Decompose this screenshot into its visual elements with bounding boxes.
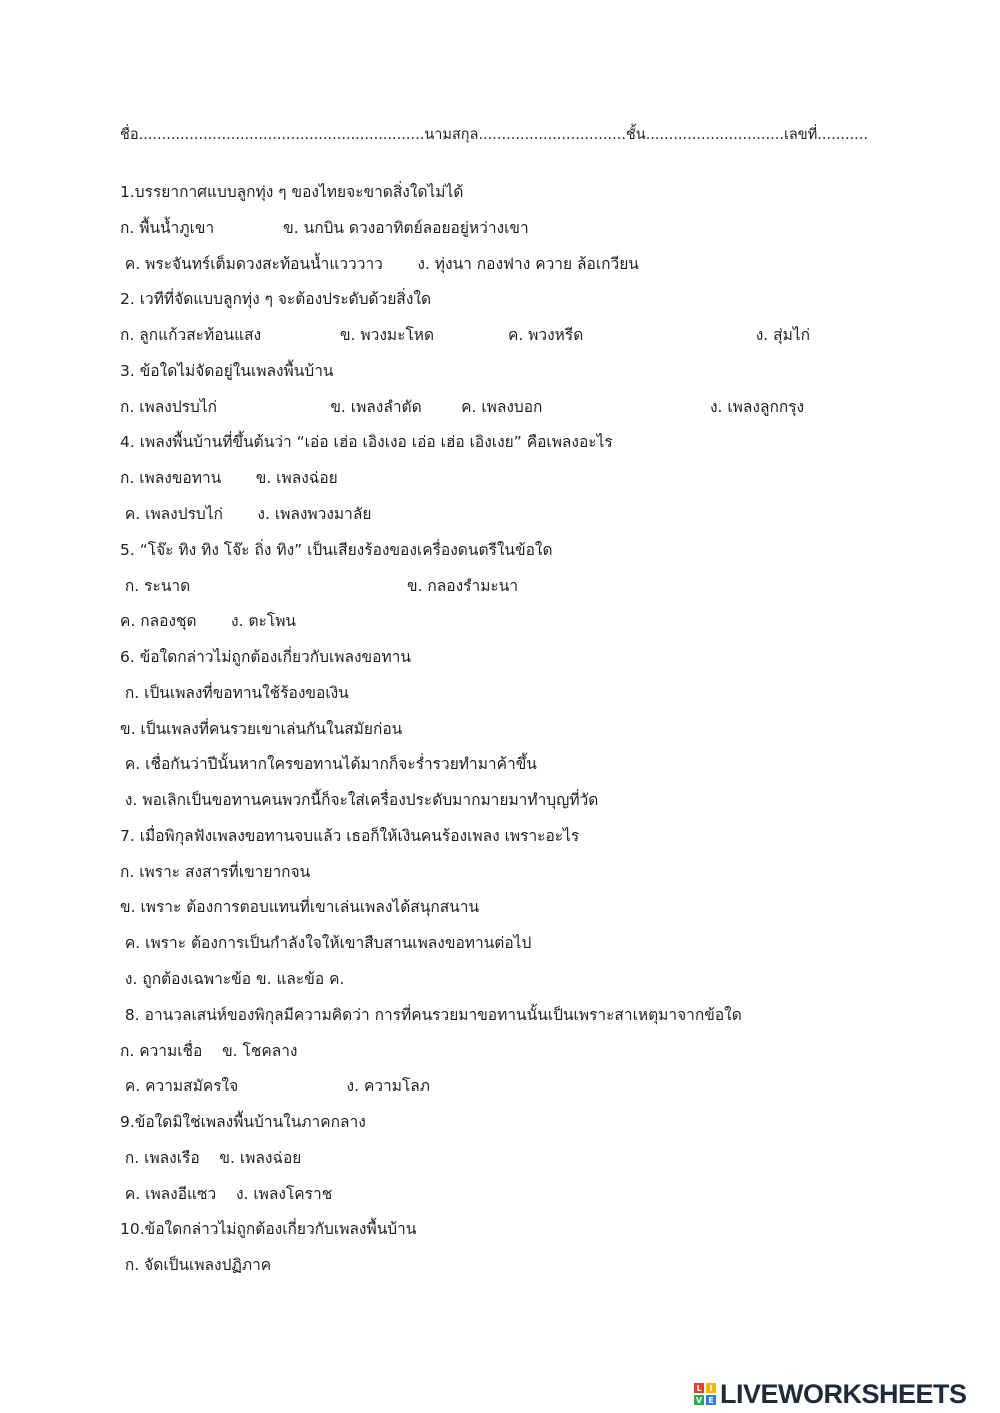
logo-tile-i: I xyxy=(706,1383,716,1393)
logo-tile-v: V xyxy=(695,1395,703,1405)
question-4: 4. เพลงพื้นบ้านที่ขึ้นต้นว่า “เอ่อ เฮ่อ เอิงเงอ เอ่อ เฮ่อ เอิงเงย” คือเพลงอะไร xyxy=(120,433,613,451)
q2-choices: ก. ลูกแก้วสะท้อนแสง ข. พวงมะโหด ค. พวงหรีด ง. สุ่มไก่ xyxy=(120,326,810,344)
question-10: 10.ข้อใดกล่าวไม่ถูกต้องเกี่ยวกับเพลงพื้นบ้าน xyxy=(120,1220,417,1238)
q7-choice-a: ก. เพราะ สงสารที่เขายากจน xyxy=(120,863,311,881)
q10-choice-a: ก. จัดเป็นเพลงปฏิภาค xyxy=(120,1256,272,1274)
q7-choice-c: ค. เพราะ ต้องการเป็นกำลังใจให้เขาสืบสานเพลงขอทานต่อไป xyxy=(120,934,532,952)
q4-choices-ab: ก. เพลงขอทาน ข. เพลงฉ่อย xyxy=(120,469,338,487)
question-5: 5. “โจ๊ะ ทิง ทิง โจ๊ะ ถิ่ง ทิง” เป็นเสียงร้องของเครื่องดนตรีในข้อใด xyxy=(120,541,553,559)
q7-choice-d: ง. ถูกต้องเฉพาะข้อ ข. และข้อ ค. xyxy=(120,970,345,988)
q5-choices-cd: ค. กลองชุด ง. ตะโพน xyxy=(120,612,297,630)
q6-choice-c: ค. เชื่อกันว่าปีนั้นหากใครขอทานได้มากก็จะร่ำรวยทำมาค้าขึ้น xyxy=(120,755,537,773)
q1-choices-ab: ก. พื้นน้ำภูเขา ข. นกบิน ดวงอาทิตย์ลอยอยู่หว่างเขา xyxy=(120,219,529,237)
q8-choices-cd: ค. ความสมัครใจ ง. ความโลภ xyxy=(120,1077,431,1095)
q6-choice-d: ง. พอเลิกเป็นขอทานคนพวกนี้ก็จะใส่เครื่องประดับมากมายมาทำบุญที่วัด xyxy=(120,791,599,809)
logo-tile-e: E xyxy=(706,1395,716,1405)
student-info-line: ชื่อ..............................................................นามสกุล................................ชั้น..............................เลขที่........... xyxy=(120,127,868,143)
q6-choice-a: ก. เป็นเพลงที่ขอทานใช้ร้องขอเงิน xyxy=(120,684,349,702)
question-8: 8. อานวลเสน่ห์ของพิกุลมีความคิดว่า การที่คนรวยมาขอทานนั้นเป็นเพราะสาเหตุมาจากข้อใด xyxy=(120,1006,742,1024)
question-1: 1.บรรยากาศแบบลูกทุ่ง ๆ ของไทยจะขาดสิ่งใดไม่ได้ xyxy=(120,183,464,201)
q4-choices-cd: ค. เพลงปรบไก่ ง. เพลงพวงมาลัย xyxy=(120,505,372,523)
q8-choices-ab: ก. ความเชื่อ ข. โชคลาง xyxy=(120,1042,298,1060)
question-6: 6. ข้อใดกล่าวไม่ถูกต้องเกี่ยวกับเพลงขอทาน xyxy=(120,648,411,666)
q5-choices-ab: ก. ระนาด ข. กลองรำมะนา xyxy=(120,577,519,595)
q9-choices-cd: ค. เพลงอีแซว ง. เพลงโคราช xyxy=(120,1185,333,1203)
q1-choices-cd: ค. พระจันทร์เต็มดวงสะท้อนน้ำแวววาว ง. ทุ่งนา กองฟาง ควาย ล้อเกวียน xyxy=(120,255,639,273)
question-7: 7. เมื่อพิกุลฟังเพลงขอทานจบแล้ว เธอก็ให้เงินคนร้องเพลง เพราะอะไร xyxy=(120,827,580,845)
liveworksheets-logo-text: LIVEWORKSHEETS xyxy=(720,1378,967,1409)
q6-choice-b: ข. เป็นเพลงที่คนรวยเขาเล่นกันในสมัยก่อน xyxy=(120,720,403,738)
liveworksheets-logo xyxy=(694,1378,967,1410)
q3-choices: ก. เพลงปรบไก่ ข. เพลงลำตัด ค. เพลงบอก ง. เพลงลูกกรุง xyxy=(120,398,805,416)
logo-tile-l: L xyxy=(694,1383,704,1393)
q7-choice-b: ข. เพราะ ต้องการตอบแทนที่เขาเล่นเพลงได้สนุกสนาน xyxy=(120,898,480,916)
q9-choices-ab: ก. เพลงเรือ ข. เพลงฉ่อย xyxy=(120,1149,302,1167)
question-9: 9.ข้อใดมิใช่เพลงพื้นบ้านในภาคกลาง xyxy=(120,1113,366,1131)
question-3: 3. ข้อใดไม่จัดอยู่ในเพลงพื้นบ้าน xyxy=(120,362,334,380)
question-2: 2. เวทีที่จัดแบบลูกทุ่ง ๆ จะต้องประดับด้วยสิ่งใด xyxy=(120,290,432,308)
liveworksheets-logo-mark xyxy=(694,1383,716,1405)
